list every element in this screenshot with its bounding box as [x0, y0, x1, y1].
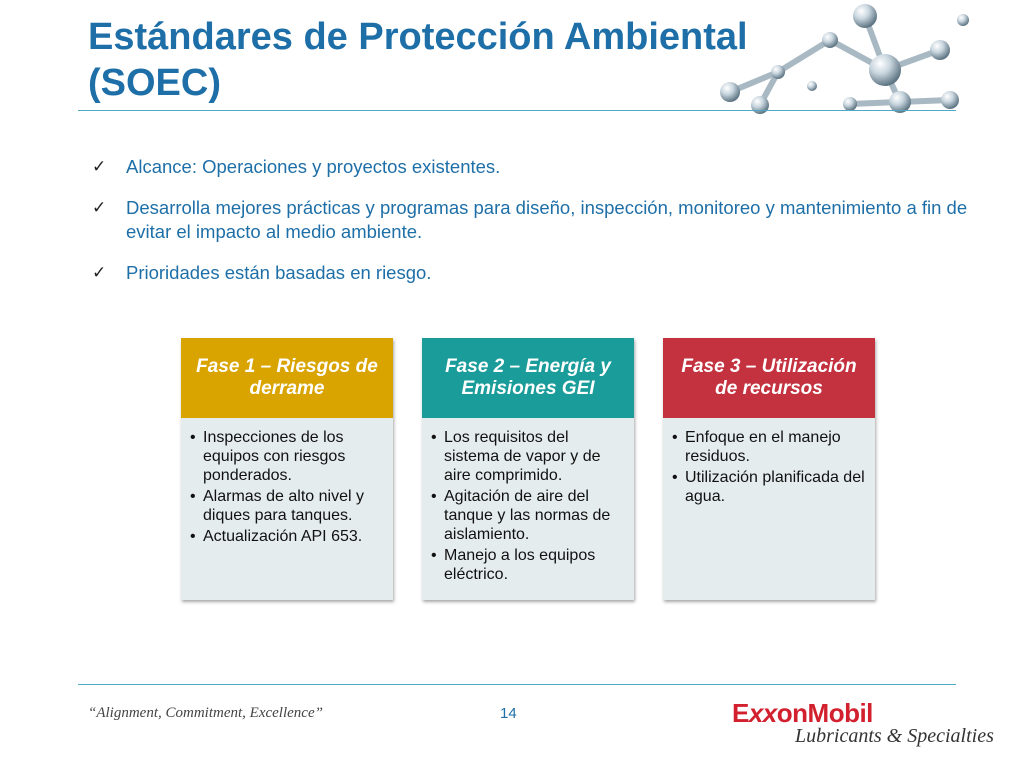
bullet-dot: •: [431, 488, 437, 505]
bullet-dot: •: [672, 469, 678, 486]
phase-card-item-text: Enfoque en el manejo residuos.: [685, 429, 841, 465]
phase-card-item-text: Utilización planificada del agua.: [685, 469, 865, 505]
phase-card-list: [422, 418, 634, 584]
footer-divider: [78, 684, 956, 685]
phase-card-item: [181, 527, 393, 546]
phase-card-title: Fase 1 – Riesgos de derrame: [181, 338, 393, 418]
bullet-dot: •: [190, 429, 196, 446]
phase-card-item: [663, 468, 875, 506]
phase-card-item-text: Manejo a los equipos eléctrico.: [444, 547, 596, 583]
bullet-item: [92, 196, 992, 244]
title-divider: [78, 110, 956, 111]
phase-card-item: [663, 428, 875, 466]
phase-card-2: [422, 338, 634, 600]
phase-card-item-text: Los requisitos del sistema de vapor y de aire comprimido.: [444, 429, 601, 484]
phase-card-item-text: Alarmas de alto nivel y diques para tanques.: [203, 488, 364, 524]
division-name: Lubricants & Specialties: [795, 725, 994, 747]
phase-card-title: Fase 3 – Utilización de recursos: [663, 338, 875, 418]
molecule-image: [700, 0, 980, 116]
phase-card-item-text: Inspecciones de los equipos con riesgos ponderados.: [203, 429, 346, 484]
title-line-1: Estándares de Protección Ambiental: [88, 16, 748, 58]
bullet-item: [92, 155, 992, 179]
phase-card-item-text: Actualización API 653.: [203, 528, 363, 545]
phase-card-item: [181, 487, 393, 525]
check-icon: ✓: [92, 263, 107, 282]
phase-card-item: [422, 546, 634, 584]
phase-card-item: [422, 487, 634, 544]
phase-card-title: Fase 2 – Energía y Emisiones GEI: [422, 338, 634, 418]
bullet-dot: •: [672, 429, 678, 446]
bullet-list: [92, 155, 992, 302]
check-icon: ✓: [92, 198, 107, 217]
logo-text-2: xx: [748, 698, 777, 728]
phase-card-1: [181, 338, 393, 600]
bullet-text: Desarrolla mejores prácticas y programas para diseño, inspección, monitoreo y mantenimiento a fin de evitar el impacto al medio ambiente.: [126, 197, 968, 242]
phase-card-3: [663, 338, 875, 600]
logo-text-3: onMobil: [776, 698, 873, 728]
bullet-item: [92, 261, 992, 285]
phase-card-item-text: Agitación de aire del tanque y las normas de aislamiento.: [444, 488, 611, 543]
title-line-2: (SOEC): [88, 62, 221, 104]
bullet-text: Alcance: Operaciones y proyectos existentes.: [126, 156, 501, 177]
bullet-dot: •: [431, 429, 437, 446]
phase-card-item: [181, 428, 393, 485]
page-number: 14: [500, 705, 517, 722]
bullet-dot: •: [190, 488, 196, 505]
check-icon: ✓: [92, 157, 107, 176]
phase-card-item: [422, 428, 634, 485]
footer-tagline: “Alignment, Commitment, Excellence”: [88, 705, 323, 721]
phase-card-list: [181, 418, 393, 546]
bullet-dot: •: [431, 547, 437, 564]
logo-text-1: E: [732, 698, 749, 728]
bullet-dot: •: [190, 528, 196, 545]
phase-card-list: [663, 418, 875, 506]
bullet-text: Prioridades están basadas en riesgo.: [126, 262, 432, 283]
